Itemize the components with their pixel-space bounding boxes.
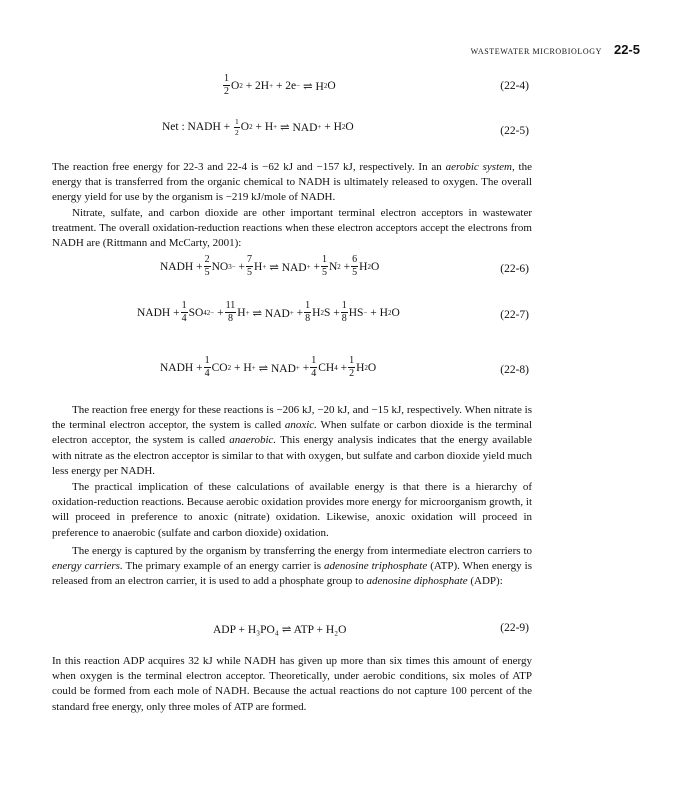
paragraph-6: In this reaction ADP acquires 32 kJ while NADH has given up more than six times this amount of energy when oxygen is the terminal electron acceptor. Theoretically, under aerobic conditions, six moles of ATP could be formed from each mole of NADH. Because the actual reactions do not capture 100 percent of the standard free energy, only three moles of ATP are formed.	[52, 655, 532, 713]
equation-22-8	[0, 356, 689, 386]
paragraph-3: The reaction free energy for these reactions is −206 kJ, −20 kJ, and −15 kJ, respectively. When nitrate is the terminal electron acceptor, the system is called anoxic. When sulfate or carbon dioxide is the terminal electron acceptor, the system is called anaerobic. This energy analysis indicates that the energy available with nitrate as the electron acceptor is similar to that with oxygen, but sulfate and carbon dioxide yield much less energy per NADH.	[52, 404, 533, 477]
paragraph-2: Nitrate, sulfate, and carbon dioxide are other important terminal electron acceptors in wastewater treatment. The overall oxidation-reduction reactions when these electron acceptors accept the electrons from NADH are (Rittmann and McCarty, 2001):	[52, 207, 532, 250]
paragraph-4: The practical implication of these calculations of available energy is that there is a hierarchy of oxidation-reduction reactions. Because aerobic oxidation provides more energy for microorganism growth, it will proceed in preference to anoxic (nitrate) oxidation. Likewise, anoxic oxidation will proceed in preference to anaerobic (sulfate and carbon dioxide) oxidation.	[52, 481, 532, 539]
equation-22-5-expression: Net : NADH + $\frac{1}{2}$ O 2 + H + ⇌ NAD + + H 2 O	[162, 117, 354, 137]
running-head	[471, 42, 640, 57]
page-number: 22-5	[613, 42, 640, 57]
equation-number: (22-9)	[500, 622, 529, 634]
equation-22-4	[0, 74, 689, 104]
paragraph-5: The energy is captured by the organism by transferring the energy from intermediate electron carriers to energy carriers. The primary example of an energy carrier is adenosine triphosphate (ATP). When energy is released from an electron carrier, it is used to add a phosphate group to adenosine diphosphate (ADP):	[52, 545, 532, 588]
equation-number: (22-4)	[500, 80, 529, 92]
equation-22-5	[0, 118, 689, 148]
equation-number: (22-7)	[500, 309, 529, 321]
equation-22-9-expression: ADP + H₃PO₄ ⇌ ATP + H₂O	[213, 624, 347, 636]
equation-number: (22-6)	[500, 263, 529, 275]
paragraph-1: The reaction free energy for 22-3 and 22-4 is −62 kJ and −157 kJ, respectively. In an aerobic system, the energy that is transferred from the organic chemical to NADH is ultimately released to oxygen. The overall energy yield for use by the organism is −219 kJ/mole of NADH.	[52, 161, 532, 204]
equation-22-4-expression: $\frac{1}{2}$ O 2 + 2H + + 2e − ⇌ H 2 O	[224, 73, 336, 97]
equation-22-9	[0, 618, 689, 648]
equation-22-6	[0, 255, 689, 285]
equation-22-5-prefix: Net : NADH +	[162, 121, 231, 133]
equation-22-8-expression: NADH + $\frac{1}{4}$ CO 2 + H + ⇌ NAD + + $\frac{1}{4}$ CH 4 + $\frac{1}{2}$ H 2 O	[160, 355, 377, 379]
equation-number: (22-8)	[500, 364, 529, 376]
equation-22-6-expression: NADH + $\frac{2}{5}$ NO 3 − + $\frac{7}{5}$ H + ⇌ NAD + + $\frac{1}{5}$ N 2 + $\frac{6}{5}$ H 2 O	[160, 254, 380, 278]
equation-number: (22-5)	[500, 125, 529, 137]
running-title: WASTEWATER MICROBIOLOGY	[470, 47, 602, 56]
equation-22-7-expression: NADH + $\frac{1}{4}$ SO 4 2− + $\frac{11}{8}$ H + ⇌ NAD + + $\frac{1}{8}$ H 2 S + $\frac{1}{8}$ HS − + H 2 O	[137, 300, 400, 324]
equation-22-7	[0, 301, 689, 331]
